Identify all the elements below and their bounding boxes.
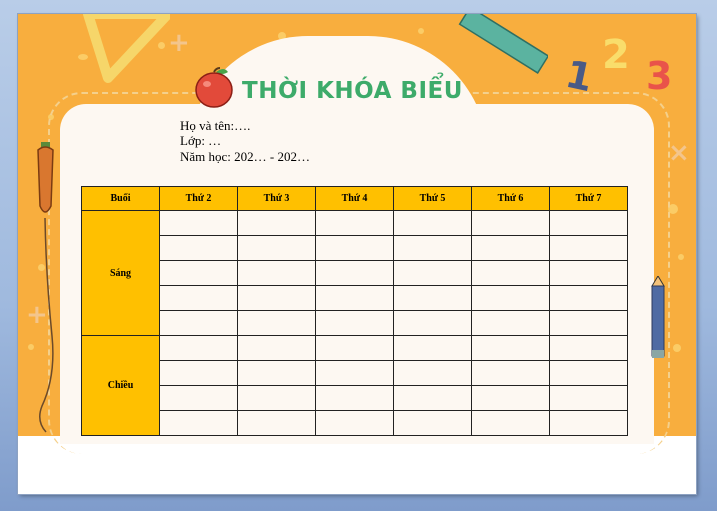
timetable-cell[interactable] xyxy=(238,311,316,336)
timetable-cell[interactable] xyxy=(238,411,316,436)
timetable-cell[interactable] xyxy=(394,411,472,436)
timetable-cell[interactable] xyxy=(316,211,394,236)
year-line: Năm học: 202… - 202… xyxy=(180,149,310,164)
timetable-cell[interactable] xyxy=(316,311,394,336)
timetable-cell[interactable] xyxy=(550,386,628,411)
name-line: Họ và tên:…. xyxy=(180,118,251,133)
table-row xyxy=(82,286,628,311)
timetable-cell[interactable] xyxy=(160,211,238,236)
timetable-cell[interactable] xyxy=(550,236,628,261)
table-row xyxy=(82,336,628,361)
ruler-icon xyxy=(458,14,548,74)
timetable-cell[interactable] xyxy=(472,311,550,336)
table-row xyxy=(82,361,628,386)
timetable-cell[interactable] xyxy=(550,211,628,236)
table-row xyxy=(82,211,628,236)
timetable-cell[interactable] xyxy=(316,261,394,286)
number-one-icon: 1 xyxy=(561,51,597,101)
timetable-cell[interactable] xyxy=(394,286,472,311)
timetable-cell[interactable] xyxy=(472,286,550,311)
timetable-cell[interactable] xyxy=(472,261,550,286)
ruler-triangle-icon xyxy=(80,14,170,84)
timetable-cell[interactable] xyxy=(472,361,550,386)
header-day: Thứ 3 xyxy=(238,187,316,211)
table-row xyxy=(82,386,628,411)
timetable-cell[interactable] xyxy=(238,236,316,261)
carrot-icon xyxy=(26,136,66,436)
timetable-cell[interactable] xyxy=(238,286,316,311)
timetable-cell[interactable] xyxy=(316,336,394,361)
timetable-cell[interactable] xyxy=(550,311,628,336)
timetable-cell[interactable] xyxy=(550,411,628,436)
timetable-cell[interactable] xyxy=(472,386,550,411)
timetable-cell[interactable] xyxy=(472,411,550,436)
header-session: Buổi xyxy=(82,187,160,211)
apple-icon xyxy=(192,66,236,110)
number-three-icon: 3 xyxy=(646,54,673,98)
page-title: THỜI KHÓA BIỂU xyxy=(242,78,463,104)
timetable-cell[interactable] xyxy=(550,361,628,386)
table-row xyxy=(82,411,628,436)
timetable-cell[interactable] xyxy=(316,386,394,411)
timetable-cell[interactable] xyxy=(160,361,238,386)
timetable xyxy=(81,186,628,436)
timetable-cell[interactable] xyxy=(550,336,628,361)
header-day: Thứ 6 xyxy=(472,187,550,211)
timetable-cell[interactable] xyxy=(394,261,472,286)
table-row xyxy=(82,311,628,336)
timetable-cell[interactable] xyxy=(394,311,472,336)
timetable-cell[interactable] xyxy=(238,261,316,286)
timetable-cell[interactable] xyxy=(550,286,628,311)
timetable-cell[interactable] xyxy=(394,336,472,361)
header-day: Thứ 7 xyxy=(550,187,628,211)
timetable-cell[interactable] xyxy=(550,261,628,286)
timetable-cell[interactable] xyxy=(394,211,472,236)
timetable-cell[interactable] xyxy=(238,386,316,411)
header-day: Thứ 4 xyxy=(316,187,394,211)
timetable-cell[interactable] xyxy=(394,361,472,386)
timetable-cell[interactable] xyxy=(472,336,550,361)
timetable-cell[interactable] xyxy=(238,336,316,361)
timetable-cell[interactable] xyxy=(316,236,394,261)
timetable-cell[interactable] xyxy=(160,336,238,361)
document-page xyxy=(18,14,696,494)
number-two-icon: 2 xyxy=(602,32,630,78)
timetable-cell[interactable] xyxy=(316,286,394,311)
plus-decoration-icon: + xyxy=(168,28,190,58)
session-label: Sáng xyxy=(82,211,160,336)
timetable-cell[interactable] xyxy=(316,411,394,436)
timetable-cell[interactable] xyxy=(160,386,238,411)
header-day: Thứ 2 xyxy=(160,187,238,211)
timetable-cell[interactable] xyxy=(472,211,550,236)
timetable-cell[interactable] xyxy=(394,386,472,411)
plus-decoration-icon: × xyxy=(668,138,690,168)
class-line: Lớp: … xyxy=(180,133,222,148)
timetable-cell[interactable] xyxy=(472,236,550,261)
table-row xyxy=(82,261,628,286)
timetable-header-row xyxy=(82,187,628,211)
session-label: Chiều xyxy=(82,336,160,436)
timetable-cell[interactable] xyxy=(160,236,238,261)
pencil-icon xyxy=(648,276,668,366)
timetable-cell[interactable] xyxy=(160,311,238,336)
timetable-cell[interactable] xyxy=(160,261,238,286)
header-day: Thứ 5 xyxy=(394,187,472,211)
plus-decoration-icon: + xyxy=(26,300,48,330)
timetable-cell[interactable] xyxy=(160,411,238,436)
timetable-cell[interactable] xyxy=(238,361,316,386)
timetable-cell[interactable] xyxy=(394,236,472,261)
timetable-cell[interactable] xyxy=(316,361,394,386)
timetable-cell[interactable] xyxy=(160,286,238,311)
table-row xyxy=(82,236,628,261)
timetable-cell[interactable] xyxy=(238,211,316,236)
